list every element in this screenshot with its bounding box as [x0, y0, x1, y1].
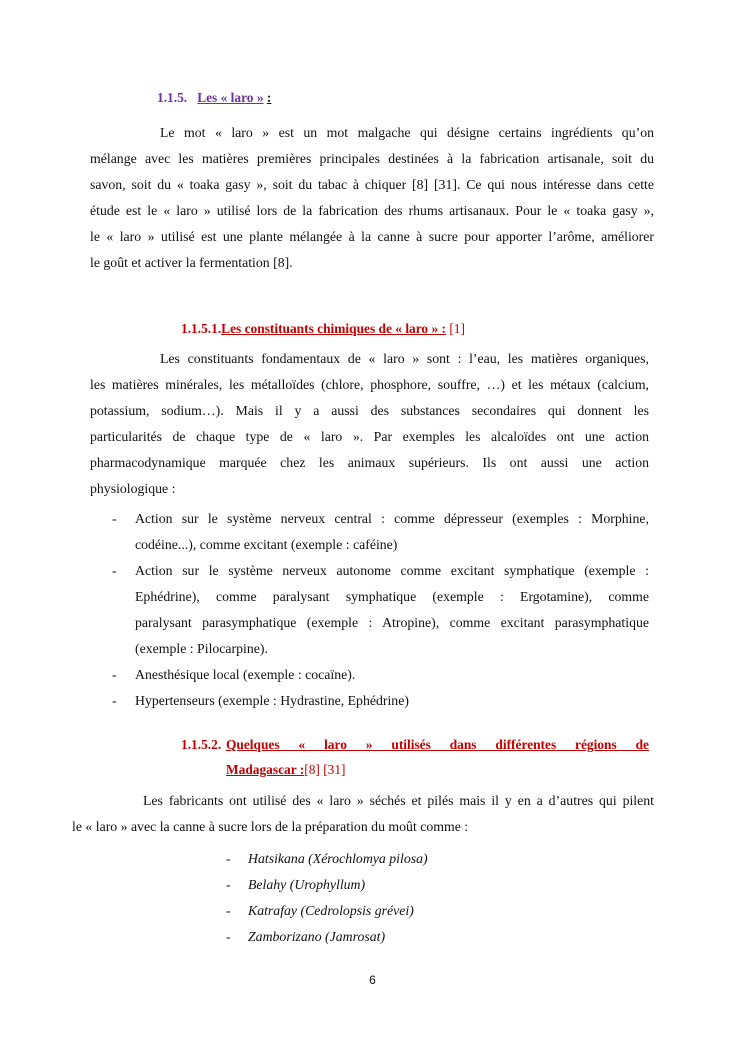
section-1-1-5-1-heading — [181, 321, 465, 337]
paragraph-line: potassium, sodium…). Mais il y a aussi des substances secondaires qui donnent les — [90, 403, 649, 418]
list-item: Hypertenseurs (exemple : Hydrastine, Ephédrine) — [135, 693, 409, 708]
paragraph-line: pharmacodynamique marquée chez les animaux supérieurs. Ils ont aussi une action — [90, 455, 649, 470]
paragraph-line: les matières minérales, les métalloïdes (chlore, phosphore, souffre, …) et les métaux (calcium, — [90, 377, 649, 392]
bullet-dash: - — [226, 877, 231, 892]
list-item: Action sur le système nerveux central : comme dépresseur (exemples : Morphine, — [135, 511, 649, 526]
bullet-dash: - — [112, 693, 117, 708]
plant-item: Hatsikana (Xérochlomya pilosa) — [248, 851, 428, 866]
paragraph-line: mélange avec les matières premières principales destinées à la fabrication artisanale, soit du — [90, 151, 654, 166]
section-title: Les « laro » — [197, 90, 264, 105]
bullet-dash: - — [112, 563, 117, 578]
paragraph-line: physiologique : — [90, 481, 176, 496]
bullet-dash: - — [112, 511, 117, 526]
plant-item: Belahy (Urophyllum) — [248, 877, 366, 892]
list-item-continued: paralysant parasymphatique (exemple : Atropine), comme excitant parasymphatique — [135, 615, 649, 630]
list-item-continued: codéine...), comme excitant (exemple : caféine) — [135, 537, 398, 552]
bullet-dash: - — [226, 903, 231, 918]
paragraph-line: Le mot « laro » est un mot malgache qui désigne certains ingrédients qu’on — [160, 125, 654, 140]
section-title: Quelques « laro » utilisés dans différentes régions de — [226, 737, 649, 752]
section-title: Les constituants chimiques de « laro » : — [221, 321, 446, 336]
paragraph-line: étude est le « laro » utilisé lors de la fabrication des rhums artisanaux. Pour le « toaka gasy », — [90, 203, 654, 218]
paragraph-line: savon, soit du « toaka gasy », soit du tabac à chiquer [8] [31]. Ce qui nous intéresse dans cette — [90, 177, 654, 192]
paragraph-line: Les fabricants ont utilisé des « laro » séchés et pilés mais il y en a d’autres qui pilent — [143, 793, 654, 808]
paragraph-line: particularités de chaque type de « laro ». Par exemples les alcaloïdes ont une action — [90, 429, 649, 444]
section-title-continued: Madagascar : — [226, 762, 305, 777]
list-item-continued: (exemple : Pilocarpine). — [135, 641, 268, 656]
section-reference: [8] [31] — [304, 762, 346, 777]
section-number: 1.1.5.2. — [181, 737, 222, 752]
paragraph-line: le « laro » utilisé est une plante mélangée à la canne à sucre pour apporter l’arôme, améliorer — [90, 229, 654, 244]
section-number: 1.1.5. — [157, 90, 188, 105]
plant-item: Katrafay (Cedrolopsis grévei) — [248, 903, 414, 918]
section-title-colon: : — [266, 90, 272, 105]
bullet-dash: - — [226, 851, 231, 866]
section-number: 1.1.5.1. — [181, 321, 222, 336]
bullet-dash: - — [226, 929, 231, 944]
section-1-1-5-heading — [157, 90, 271, 106]
bullet-dash: - — [112, 667, 117, 682]
page-number: 6 — [369, 973, 376, 987]
list-item: Action sur le système nerveux autonome comme excitant symphatique (exemple : — [135, 563, 649, 578]
plant-item: Zamborizano (Jamrosat) — [248, 929, 386, 944]
list-item-continued: Ephédrine), comme paralysant symphatique (exemple : Ergotamine), comme — [135, 589, 649, 604]
section-reference: [1] — [445, 321, 465, 336]
paragraph-line: le « laro » avec la canne à sucre lors de la préparation du moût comme : — [72, 819, 469, 834]
list-item: Anesthésique local (exemple : cocaïne). — [135, 667, 356, 682]
paragraph-line: Les constituants fondamentaux de « laro » sont : l’eau, les matières organiques, — [160, 351, 649, 366]
paragraph-line: le goût et activer la fermentation [8]. — [90, 255, 293, 270]
